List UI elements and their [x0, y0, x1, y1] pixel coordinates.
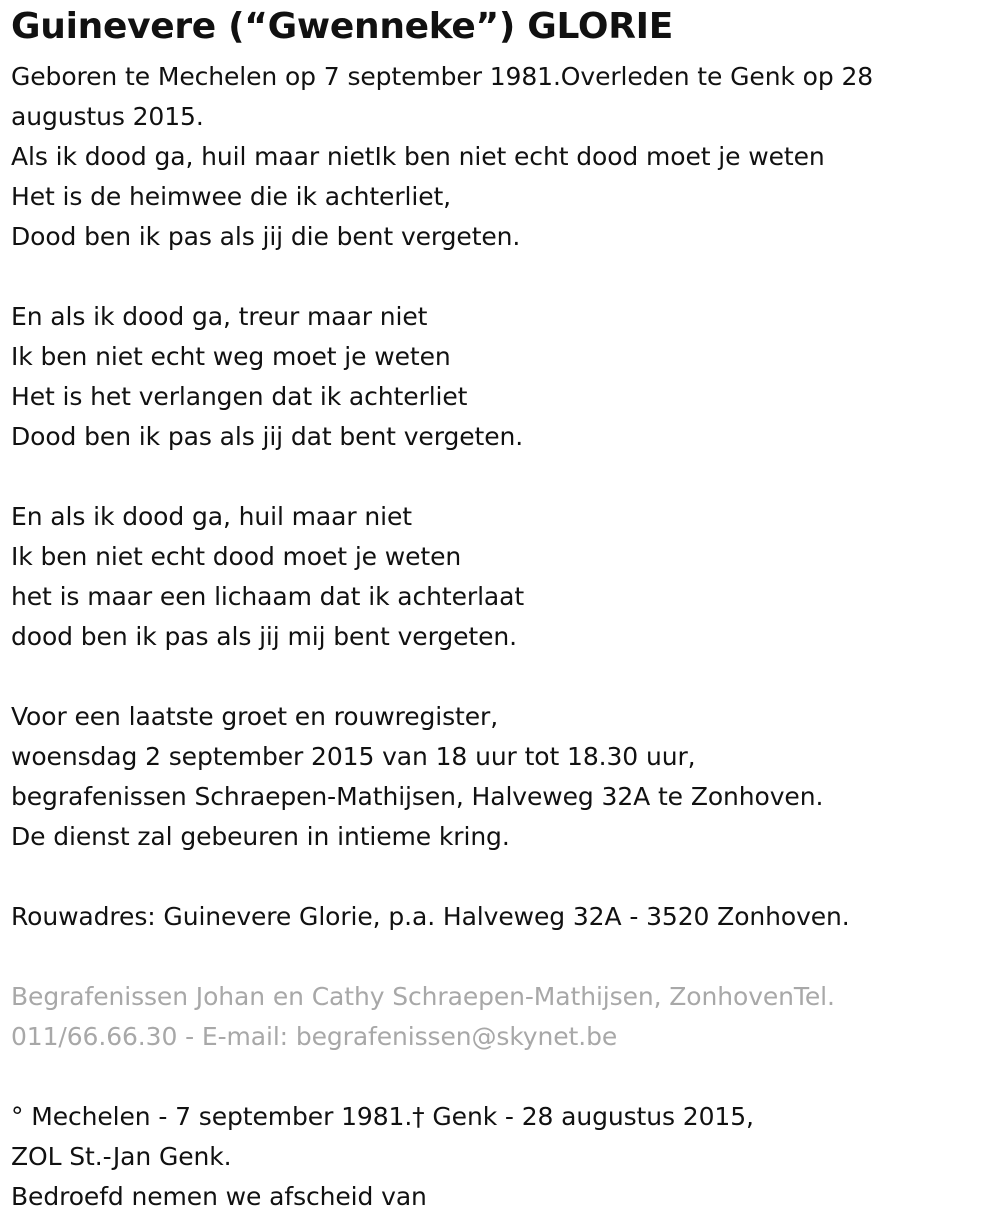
poem-stanza-3 [11, 497, 986, 657]
poem-line: Ik ben niet echt weg moet je weten [11, 342, 451, 371]
address-line: Rouwadres: Guinevere Glorie, p.a. Halveweg 32A - 3520 Zonhoven. [11, 902, 850, 931]
obituary-body [11, 57, 986, 1217]
ceremony-line: woensdag 2 september 2015 van 18 uur tot 18.30 uur, [11, 742, 696, 771]
spacer [11, 457, 986, 497]
intro-line: augustus 2015. [11, 102, 204, 131]
poem-line: het is maar een lichaam dat ik achterlaat [11, 582, 525, 611]
spacer [11, 937, 986, 977]
poem-line: Het is het verlangen dat ik achterliet [11, 382, 468, 411]
ceremony-line: Voor een laatste groet en rouwregister, [11, 702, 499, 731]
spacer [11, 857, 986, 897]
poem-line: Het is de heimwee die ik achterliet, [11, 182, 452, 211]
ceremony-paragraph [11, 697, 986, 857]
poem-stanza-1 [11, 137, 986, 257]
footer-paragraph [11, 1097, 986, 1217]
poem-stanza-2 [11, 297, 986, 457]
funeral-home-info [11, 977, 986, 1057]
poem-line: Dood ben ik pas als jij dat bent vergeten. [11, 422, 524, 451]
hospital-line: ZOL St.-Jan Genk. [11, 1142, 232, 1171]
obituary-page [11, 4, 986, 1217]
poem-line: Ik ben niet echt dood moet je weten [11, 542, 462, 571]
spacer [11, 257, 986, 297]
birth-death-line: ° Mechelen - 7 september 1981.† Genk - 28 augustus 2015, [11, 1102, 754, 1131]
mourning-address [11, 897, 986, 937]
poem-line: En als ik dood ga, huil maar niet [11, 502, 412, 531]
poem-line: En als ik dood ga, treur maar niet [11, 302, 428, 331]
ceremony-line: begrafenissen Schraepen-Mathijsen, Halveweg 32A te Zonhoven. [11, 782, 824, 811]
intro-paragraph [11, 57, 986, 137]
poem-line: dood ben ik pas als jij mij bent vergeten. [11, 622, 517, 651]
spacer [11, 1057, 986, 1097]
spacer [11, 657, 986, 697]
funeral-home-line: Begrafenissen Johan en Cathy Schraepen-Mathijsen, ZonhovenTel. [11, 982, 835, 1011]
page-title: Guinevere (“Gwenneke”) GLORIE [11, 6, 674, 47]
poem-line: Als ik dood ga, huil maar nietIk ben niet echt dood moet je weten [11, 142, 825, 171]
intro-line: Geboren te Mechelen op 7 september 1981.Overleden te Genk op 28 [11, 62, 874, 91]
farewell-line: Bedroefd nemen we afscheid van [11, 1182, 427, 1211]
ceremony-line: De dienst zal gebeuren in intieme kring. [11, 822, 510, 851]
funeral-home-contact-line: 011/66.66.30 - E-mail: begrafenissen@skynet.be [11, 1022, 618, 1051]
poem-line: Dood ben ik pas als jij die bent vergeten. [11, 222, 521, 251]
